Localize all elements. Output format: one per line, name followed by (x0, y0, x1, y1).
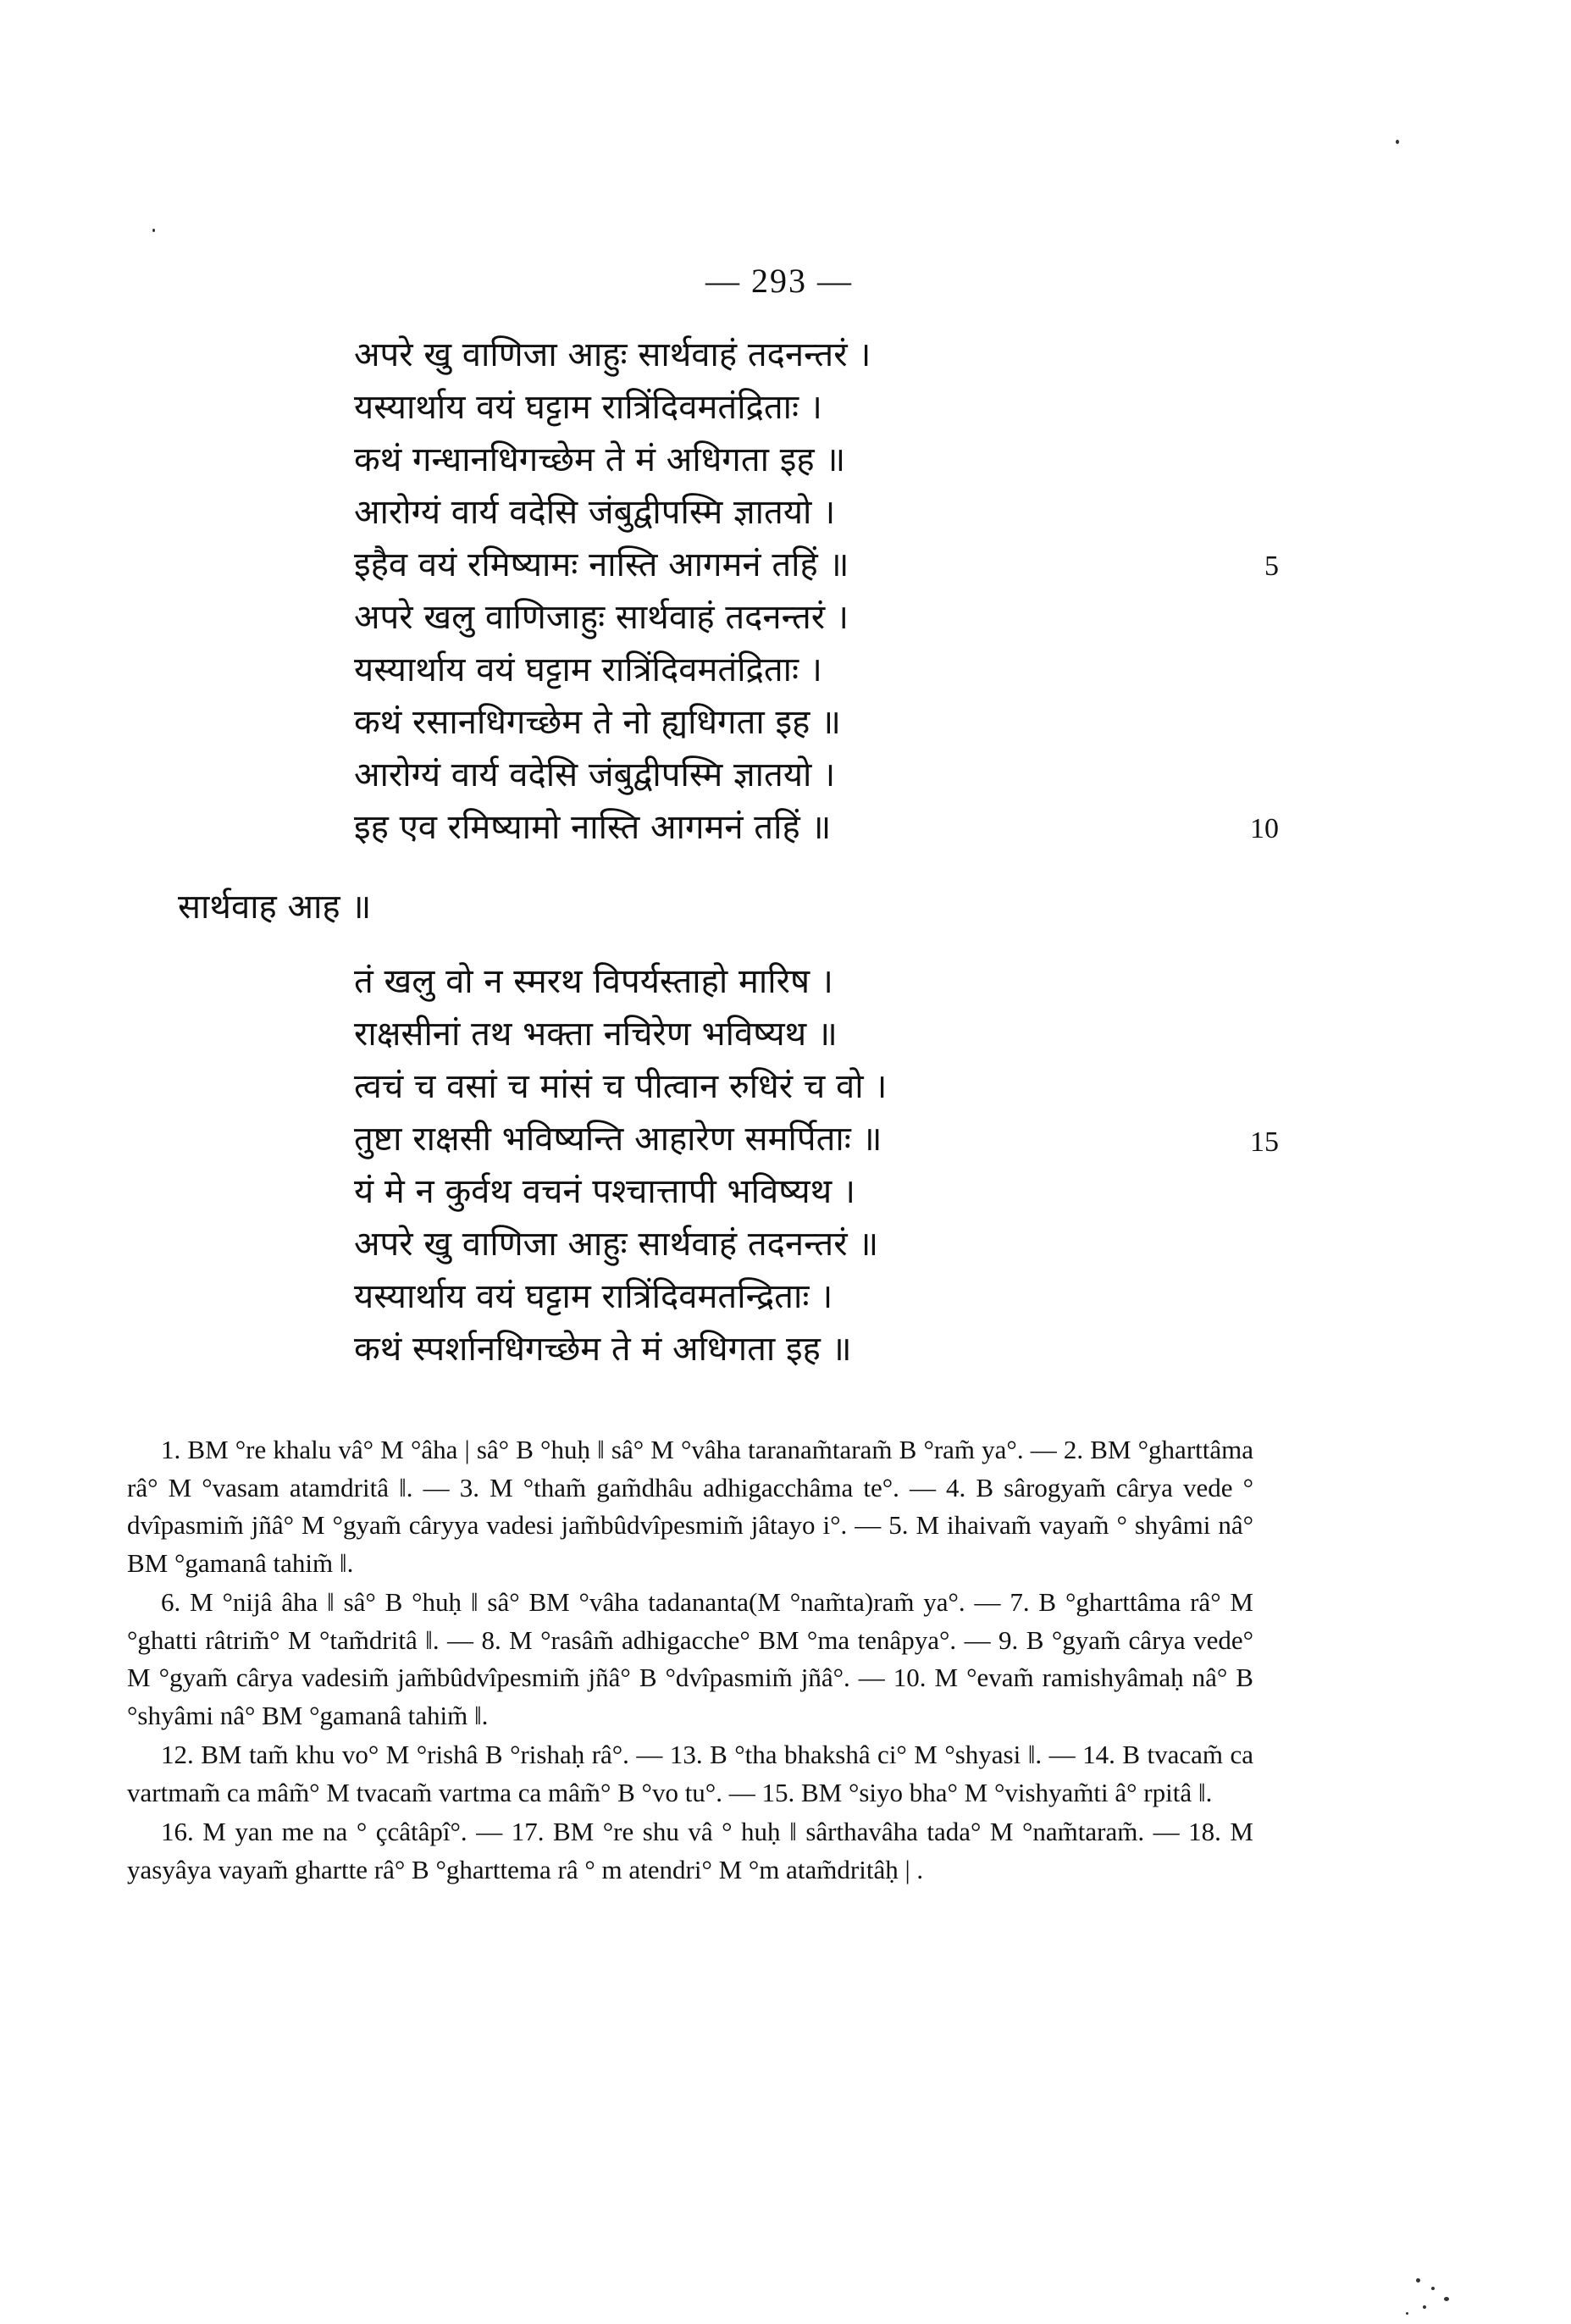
scan-speck (1396, 140, 1399, 144)
footnote-paragraph: 1. BM °re khalu vâ° M °âha | sâ° B °huḥ ‖ sâ° M °vâha taranam̃taram̃ B °ram̃ ya°. — 2. BM °gharttâma râ° M °vasam atamdritâ ‖. — 3. M °tham̃ gam̃dhâu adhigacchâma te°. — 4. B sârogyam̃ cârya vede ° dvîpasmim̃ jñâ° M °gyam̃ câryya vadesi jam̃bûdvîpesmim̃ jâtayo i°. — 5. M ihaivam̃ vayam̃ ° shyâmi nâ° BM °gamanâ tahim̃ ‖. (127, 1435, 1253, 1578)
footnotes (127, 1431, 1253, 1890)
verse-line: तुष्टा राक्षसी भविष्यन्ति आहारेण समर्पिताः ॥ (354, 1120, 882, 1159)
verse-block-1 (354, 329, 1286, 854)
verse-line: यं मे न कुर्वथ वचनं पश्चात्तापी भविष्यथ । (354, 1172, 856, 1211)
verse-line: अपरे खु वाणिजा आहुः सार्थवाहं तदनन्तरं । (354, 335, 871, 374)
verse-line: त्वचं च वसां च मांसं च पीत्वान रुधिरं च वो । (354, 1067, 888, 1106)
verse-line: यस्यार्थाय वयं घट्टाम रात्रिंदिवमतन्द्रिताः । (354, 1277, 833, 1316)
scan-speck (152, 229, 155, 232)
footnote-paragraph: 12. BM tam̃ khu vo° M °rishâ B °rishaḥ râ°. — 13. B °tha bhakshâ ci° M °shyasi ‖. — 14. B tvacam̃ ca vartmam̃ ca mâm̃° M tvacam̃ vartma ca mâm̃° B °vo tu°. — 15. BM °siyo bha° M °vishyam̃ti â° rpitâ ‖. (127, 1740, 1253, 1807)
verse-line: तं खलु वो न स्मरथ विपर्यस्ताहो मारिष । (354, 962, 833, 1001)
verse-line: आरोग्यं वार्य वदेसि जंबुद्वीपस्मि ज्ञातयो । (354, 755, 836, 794)
verse-line: कथं गन्धानधिगच्छेम ते मं अधिगता इह ॥ (354, 440, 846, 479)
line-number-15: 15 (1250, 1126, 1279, 1158)
footnote-paragraph: 6. M °nijâ âha ‖ sâ° B °huḥ ‖ sâ° BM °vâha tadananta(M °nam̃ta)ram̃ ya°. — 7. B °gharttâma râ° M °ghatti râtrim̃° M °tam̃dritâ ‖. — 8. M °rasâm̃ adhigacche° BM °ma tenâpya°. — 9. B °gyam̃ cârya vede° M °gyam̃ cârya vadesim̃ jam̃bûdvîpesmim̃ jñâ° B °dvîpasmim̃ jñâ°. — 10. M °evam̃ ramishyâmaḥ nâ° B °shyâmi nâ° BM °gamanâ tahim̃ ‖. (127, 1587, 1253, 1730)
verse-line: आरोग्यं वार्य वदेसि जंबुद्वीपस्मि ज्ञातयो । (354, 493, 836, 532)
verse-line: कथं रसानधिगच्छेम ते नो ह्यधिगता इह ॥ (354, 703, 842, 742)
verse-line: यस्यार्थाय वयं घट्टाम रात्रिंदिवमतंद्रिताः । (354, 650, 822, 689)
verse-line: राक्षसीनां तथ भक्ता नचिरेण भविष्यथ ॥ (354, 1015, 838, 1054)
verse-line: कथं स्पर्शानधिगच्छेम ते मं अधिगता इह ॥ (354, 1330, 852, 1369)
scan-speck (1431, 2287, 1435, 2290)
verse-line: अपरे खलु वाणिजाहुः सार्थवाहं तदनन्तरं । (354, 598, 849, 637)
verse-line: यस्यार्थाय वयं घट्टाम रात्रिंदिवमतंद्रिताः । (354, 388, 822, 427)
scan-speck (1444, 2297, 1449, 2301)
verse-line: इहैव वयं रमिष्यामः नास्ति आगमनं तहिं ॥ (354, 545, 849, 584)
footnote-paragraph: 16. M yan me na ° çcâtâpî°. — 17. BM °re shu vâ ° huḥ ‖ sârthavâha tada° M °nam̃taram̃. — 18. M yasyâya vayam̃ ghartte râ° B °gharttema râ ° m atendri° M °m atam̃dritâḥ | . (127, 1817, 1253, 1884)
line-number-10: 10 (1250, 813, 1279, 844)
scan-speck (1423, 2305, 1426, 2309)
line-number-5: 5 (1264, 551, 1279, 582)
speaker-heading: सार्थवाह आह ॥ (178, 888, 372, 927)
page-number: — 293 — (705, 262, 853, 300)
verse-block-2 (354, 955, 1286, 1375)
scan-speck (1416, 2278, 1420, 2282)
verse-line: अपरे खु वाणिजा आहुः सार्थवाहं तदनन्तरं ॥ (354, 1225, 879, 1264)
verse-line: इह एव रमिष्यामो नास्ति आगमनं तहिं ॥ (354, 808, 832, 847)
scan-speck (1406, 2312, 1408, 2315)
